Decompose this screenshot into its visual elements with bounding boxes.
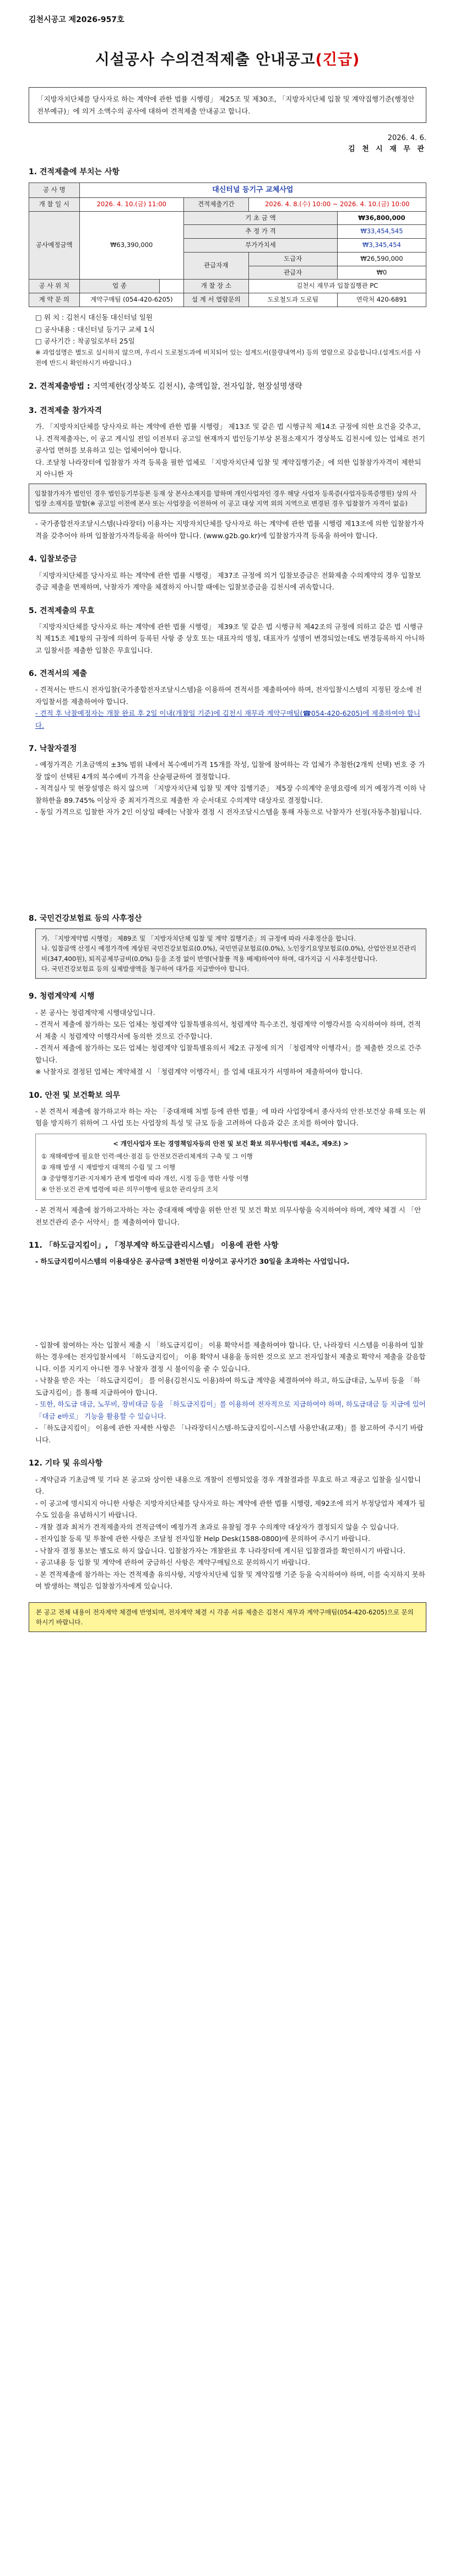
contractor-material: ₩26,590,000 (337, 252, 426, 266)
section-7-heading: 7. 낙찰자결정 (29, 744, 77, 754)
list-item: - 본 공사는 청렴계약제 시행대상입니다. (35, 1008, 155, 1017)
list-item: - 견적서 제출에 참가하는 모든 업체는 청렴계약 입찰특별유의서, 청렴계약 특수조건, 청렴계약 이행각서를 숙지하여야 하며, 견적서 제출 시 청렴계약 이행각서에 동의한 것으로 간주합니다. (35, 1020, 421, 1040)
list-item: - 본 견적제출에 참가하는 자는 견적제출 유의사항, 지방자치단체 입찰 및 계약집행 기준 등을 숙지하여야 하며, 이를 숙지하지 못하여 발생하는 책임은 입찰참가자에게 있습니다. (35, 1570, 425, 1591)
section-2-text: 지역제한(경상북도 김천시), 총액입찰, 전자입찰, 현장설명생략 (93, 382, 302, 391)
eligibility-note: 입찰참가자가 법인인 경우 법인등기부등본 등재 상 본사소재지를 말하며 개인사업자인 경우 해당 사업자 등록증(사업자등록증명원) 상의 사업장 소재지를 말함(※ 공고일 이전에 본사 또는 사업장을 이전하여 이 공고 대상 지역 외의 지역으로 변경된 경우 입찰참가 자격이 없음) (29, 484, 426, 514)
submission-period: 2026. 4. 8.(수) 10:00 ~ 2026. 4. 10.(금) 10:00 (248, 197, 426, 211)
section-4-text: 「지방자치단체를 당사자로 하는 계약에 관한 법률 시행령」 제37조 규정에 의거 입찰보증금은 전화제출 수의계약의 경우 입찰보증금 제출을 면제하며, 낙찰자가 계약을 체결하지 아니할 때에는 입찰보증금을 김천시에 귀속합니다. (35, 571, 421, 592)
list-item: - 본 견적서 제출에 참가하고자하는 자는 중대재해 예방을 위한 안전 및 보건 확보 의무사항을 숙지하여야 하며, 계약 체결 시 「안전보건관리 준수 서약서」를 제출하여야 합니다. (35, 1206, 421, 1226)
page-title (29, 47, 426, 73)
info-table (29, 183, 426, 307)
safety-duty-box (35, 1134, 426, 1200)
signer: 김 천 시 재 무 관 (348, 144, 426, 153)
note-line: □ 공사내용 : 대신터널 등기구 교체 1식 (35, 325, 155, 334)
list-item: 나. 입찰금액 산정시 예정가격에 계상된 국민건강보험료(0.0%), 국민연금보험료(0.0%), 노인장기요양보험료(0.0%), 산업안전보건관리비(347,400원), 퇴직공제부금비(0.0%) 등을 조정 없이 반영(낙찰률 적용 배제)하여야 하며, 대가지급 시 사후정산합니다. (41, 944, 416, 963)
list-item: - 낙찰을 받은 자는 「하도급지킴이」 를 이용(김천시도 이용)하여 하도급 계약을 체결하여야 하고, 하도급대금, 노무비 등을 「하도급지킴이」를 통해 지급하여야 합니다. (35, 1376, 420, 1397)
note-line: □ 공사기간 : 착공일로부터 25일 (35, 337, 135, 345)
opening-place: 김천시 재무과 입찰집행관 PC (248, 280, 426, 293)
final-notice-box: 본 공고 전체 내용이 전자계약 체결에 반영되며, 전자계약 체결 시 각종 서류 제출은 김천시 재무과 계약구매팀(054-420-6205)으로 문의하시기 바랍니다. (29, 1602, 426, 1633)
list-item: 나. 견적제출자는, 이 공고 게시일 전일 이전부터 공고일 현재까지 법인등기부상 본점소재지가 경상북도 김천시에 있는 업체로 전기공사업 면허를 보유하고 있는 업체이어야 합니다. (35, 434, 425, 455)
settlement-box (35, 929, 426, 979)
section-11-heading: 11. 「하도급지킴이」, 「정부계약 하도급관리시스템」 이용에 관한 사항 (29, 1241, 279, 1251)
cell-label: 기 초 금 액 (183, 211, 337, 225)
cell-label: 견적제출기간 (183, 197, 248, 211)
base-amount: ₩36,800,000 (337, 211, 426, 225)
list-item: - 또한, 하도급 대금, 노무비, 장비대금 등을 「하도급지킴이」를 이용하여 전자적으로 지급하여야 하며, 하도급대금 등 지급에 있어 「대금 e바로」 기능을 활용할 수 있습니다. (35, 1400, 426, 1420)
contract-inquiry: 계약구매팀 (054-420-6205) (79, 293, 183, 307)
intro-text: 「지방자치단체를 당사자로 하는 계약에 관한 법률 시행령」 제25조 및 제30조, 「지방자치단체 입찰 및 계약집행기준(행정안전부예규)」에 의거 소액수의 공사에 대하여 견적제출 안내공고 합니다. (37, 95, 415, 115)
cell-label: 추 정 가 격 (183, 225, 337, 239)
section-1-heading: 1. 견적제출에 부치는 사항 (29, 168, 120, 177)
list-item: - 동일 가격으로 입찰한 자가 2인 이상일 때에는 낙찰자 결정 시 전자조달시스템을 통해 자동으로 낙찰자가 선정(자동추첨)됩니다. (35, 808, 422, 817)
cell-label: 계 약 문 의 (29, 293, 80, 307)
empty-cell (160, 280, 184, 293)
opening-date: 2026. 4. 10.(금) 11:00 (79, 197, 183, 211)
project-name: 대신터널 등기구 교체사업 (79, 183, 426, 197)
title-main: 시설공사 수의견적제출 안내공고 (95, 51, 316, 68)
section-8-heading: 8. 국민건강보험료 등의 사후정산 (29, 914, 142, 923)
list-item: - 입찰에 참여하는 자는 입찰서 제출 시 「하도급지킴이」 이용 확약서를 제출하여야 합니다. 단, 나라장터 시스템을 이용하여 입찰하는 경우에는 전자입찰서에서 「하도급지킴이」 이용 확약서 내용을 동의한 것으로 보고 전자입찰서 제출로 확약서 제출을 갈음합니다. 이를 지키지 아니한 경우 낙찰자 결정 시 불이익을 줄 수 있습니다. (35, 1340, 426, 1373)
vat: ₩3,345,454 (337, 239, 426, 253)
list-item: ③ 중앙행정기관·지자체가 관계 법령에 따라 개선, 시정 등을 명한 사항 이행 (41, 1174, 249, 1182)
list-item: 다. 국민건강보험료 등의 실제발생액을 청구하여 대가를 지급받아야 합니다. (41, 965, 250, 973)
intro-box (29, 87, 426, 123)
safety-box-title: < 개인사업자 또는 경영책임자등의 안전 및 보건 확보 의무사항(법 제4조, 제9조) > (113, 1139, 349, 1147)
list-item: ① 재해예방에 필요한 인력·예산·점검 등 안전보건관리체계의 구축 및 그 이행 (41, 1152, 253, 1161)
list-item: - 공고내용 등 입찰 및 계약에 관하여 궁금하신 사항은 계약구매팀으로 문의하시기 바랍니다. (35, 1558, 310, 1567)
note-line: □ 위 치 : 김천시 대신동 대신터널 일원 (35, 313, 153, 321)
cell-label: 관급자 (248, 266, 337, 280)
section-9-heading: 9. 청렴계약제 시행 (29, 992, 95, 1001)
cell-label: 업 종 (79, 280, 160, 293)
list-item: - 「하도급지킴이」 이용에 관한 자세한 사항은 「나라장터시스템-하도급지킴이-시스템 사용안내(교재)」를 참고하여 주시기 바랍니다. (35, 1424, 424, 1444)
design-inquiry: 도로철도과 도로팀 (248, 293, 337, 307)
cell-label: 도급자 (248, 252, 337, 266)
section-2-title: 2. 견적제출방법 (29, 382, 85, 391)
list-item: - 하도급지킴이시스템의 이용대상은 공사금액 3천만원 이상이고 공사기간 30일을 초과하는 사업입니다. (35, 1257, 350, 1266)
note-line: ※ 과업설명은 별도로 실시하지 않으며, 우리시 도로철도과에 비치되어 있는 설계도서(물량내역서) 등의 열람으로 갈음합니다.(설계도서를 사전에 반드시 확인하시기 바랍니다.) (35, 348, 421, 367)
list-item: - 낙찰자 결정 통보는 별도로 하지 않습니다. 입찰참가자는 개찰완료 후 나라장터에 게시된 입찰결과를 확인하시기 바랍니다. (35, 1546, 405, 1555)
list-item: - 전자입찰 등록 및 투찰에 관한 사항은 조달청 전자입찰 Help Desk(1588-0800)에 문의하여 주시기 바랍니다. (35, 1534, 371, 1543)
list-item: - 본 견적서 제출에 참가하고자 하는 자는 「중대재해 처벌 등에 관한 법률」에 따라 사업장에서 종사자의 안전·보건상 유해 또는 위험을 방지하기 위하여 그 사업 또는 사업장의 특성 및 규모 등을 고려하여 다음과 같은 조치를 하여야 합니다. (35, 1107, 426, 1128)
section-12-heading: 12. 기타 및 유의사항 (29, 1459, 103, 1468)
cell-label: 개 찰 일 시 (29, 197, 80, 211)
section-6-heading: 6. 견적서의 제출 (29, 669, 87, 679)
cell-label: 공 사 명 (29, 183, 80, 197)
cell-label: 설 계 서 열람문의 (183, 293, 248, 307)
list-item: - 견적서는 반드시 전자입찰(국가종합전자조달시스템)을 이용하여 견적서를 제출하여야 하며, 전자입찰시스템의 지정된 장소에 전자입찰서를 제출하여야 합니다. (35, 685, 422, 706)
list-item: - 이 공고에 명시되지 아니한 사항은 지방자치단체를 당사자로 하는 계약에 관한 법률 시행령, 제92조에 의거 부정당업자 제재가 될 수도 있음을 유념하시기 바랍니다. (35, 1499, 425, 1520)
doc-number: 김천시공고 제2026-957호 (29, 15, 124, 24)
list-item: 가. 「지방계약법 시행령」 제89조 및 「지방자치단체 입찰 및 계약 집행기준」의 규정에 따라 사후정산을 합니다. (41, 934, 356, 942)
list-item: ④ 안전·보건 관계 법령에 따른 의무이행에 필요한 관리상의 조치 (41, 1185, 218, 1193)
section-3-heading: 3. 견적제출 참가자격 (29, 406, 102, 416)
list-item: 다. 조달청 나라장터에 입찰참가 자격 등록을 필한 업체로 「지방자치단체 입찰 및 계약집행기준」에 의한 입찰참가자격이 제한되지 아니한 자 (35, 458, 421, 479)
section-10-heading: 10. 안전 및 보건확보 의무 (29, 1091, 121, 1100)
date-signer (29, 133, 426, 154)
notice-date: 2026. 4. 6. (387, 134, 426, 143)
title-emergency: (긴급) (315, 51, 360, 68)
list-item: - 개찰 결과 최저가 견적제출자의 견적금액이 예정가격 초과로 유찰될 경우 수의계약 대상자가 결정되지 않을 수 있습니다. (35, 1522, 399, 1531)
section-1-notes (29, 312, 426, 369)
list-item: - 견적서 제출에 참가하는 모든 업체는 청렴계약 입찰특별유의서 제2조 규정에 의거 「청렴계약 이행각서」를 제출한 것으로 간주합니다. (35, 1044, 421, 1064)
contact-number (337, 293, 426, 307)
section-5-heading: 5. 견적제출의 무효 (29, 606, 95, 615)
list-item: - 예정가격은 기초금액의 ±3% 범위 내에서 복수예비가격 15개를 작성, 입찰에 참여하는 각 업체가 추첨한(2개씩 선택) 번호 중 가장 많이 선택된 4개의 복수예비 가격을 산술평균하여 결정합니다. (35, 760, 425, 781)
section-4-heading: 4. 입찰보증금 (29, 555, 77, 564)
planned-amount: ₩63,390,000 (79, 211, 183, 280)
list-item: - 견적 후 낙찰예정자는 개찰 완료 후 2일 이내(개찰일 기준)에 김천시 재무과 계약구매팀(☎054-420-6205)에 제출하여야 합니다. (35, 709, 420, 729)
cell-label: 관급자재 (183, 252, 248, 280)
spacer (29, 818, 426, 901)
list-item: ② 재해 발생 시 재발방지 대책의 수립 및 그 이행 (41, 1163, 176, 1172)
section-5-text: 「지방자치단체를 당사자로 하는 계약에 관한 법률 시행령」 제39조 및 같은 법 시행규칙 제42조의 규정에 의하고 같은 법 시행규칙 제15조 제1항의 규정에 의하여 등록된 사항 중 상호 또는 대표자의 명칭, 대표자가 성명이 변경되었는데도 변경등록하지 아니하고 입찰서를 제출한 입찰은 무효입니다. (35, 622, 425, 654)
cell-label: 공사예정금액 (29, 211, 80, 280)
list-item: - 국가종합전자조달시스템(나라장터) 이용자는 지방자치단체를 당사자로 하는 계약에 관한 법률 시행령 제13조에 의한 입찰참가자격을 갖추어야 하며 입찰참가자격등록을 하여야 합니다. (www.g2b.go.kr)에 입찰참가자격 등록을 하여야 합니다. (35, 519, 424, 540)
spacer (29, 1268, 426, 1339)
cell-label: 공 사 위 치 (29, 280, 80, 293)
list-item: 가. 「지방자치단체를 당사자로 하는 계약에 관한 법률 시행령」 제13조 및 같은 법 시행규칙 제14조 규정에 의한 요건을 갖추고, (35, 422, 421, 431)
list-item: ※ 낙찰자로 결정된 업체는 계약체결 시 「청렴계약 이행각서」를 업체 대표자가 서명하여 제출하여야 합니다. (35, 1067, 363, 1076)
section-2-heading: 2. 견적제출방법 : 지역제한(경상북도 김천시), 총액입찰, 전자입찰, 현장설명생략 (29, 382, 302, 391)
gov-material: ₩0 (337, 266, 426, 280)
cell-label: 개 찰 장 소 (183, 280, 248, 293)
list-item: - 계약금과 기초금액 및 기타 본 공고와 상이한 내용으로 개찰이 진행되었을 경우 개찰결과를 무효로 하고 재공고 입찰을 실시합니다. (35, 1475, 421, 1496)
list-item: - 적격심사 및 현장설명은 하지 않으며 「지방자치단체 입찰 및 계약 집행기준」 제5장 수의계약 운영요령에 의거 예정가격 이하 낙찰하한율 89.745% 이상자 중 최저가격으로 제출한 자 순서대로 수의계약 대상자로 결정합니다. (35, 784, 426, 804)
contact-label: 연락처 (356, 296, 375, 304)
estimated-price: ₩33,454,545 (337, 225, 426, 239)
cell-label: 부가가치세 (183, 239, 337, 253)
contact-value: 420-6891 (376, 296, 408, 304)
